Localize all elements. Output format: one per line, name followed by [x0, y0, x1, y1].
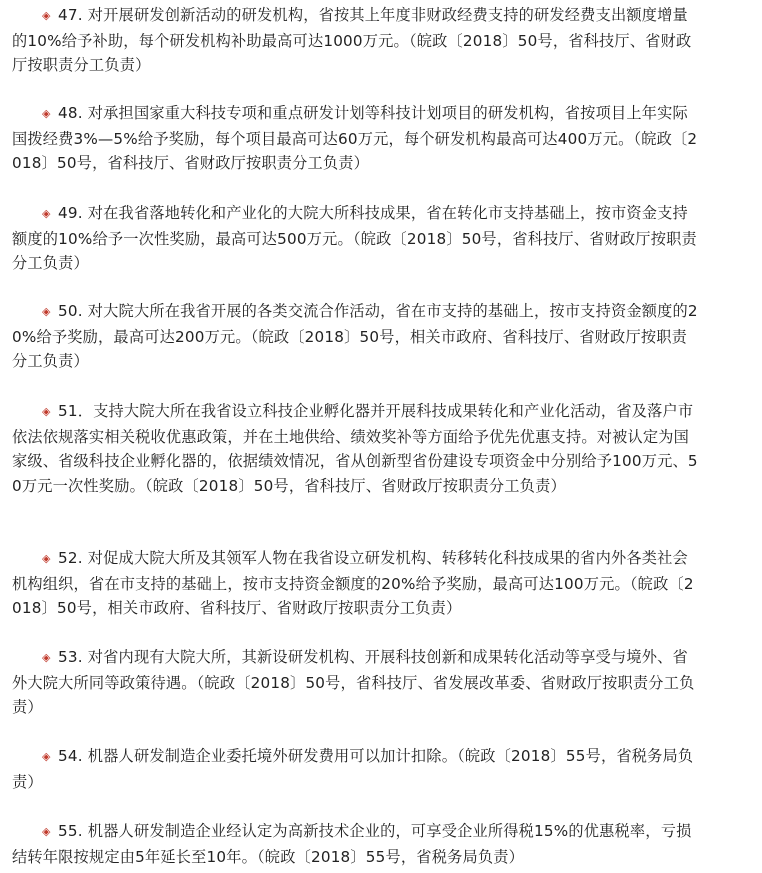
policy-item-55 — [12, 819, 702, 869]
policy-item-51 — [12, 399, 702, 498]
diamond-bullet-icon: ◈ — [42, 552, 51, 565]
policy-item-text: 51．支持大院大所在我省设立科技企业孵化器并开展科技成果转化和产业化活动，省及落户市依法依规落实相关税收优惠政策，并在土地供给、绩效奖补等方面给予优先优惠支持。对被认定为国家级、省级科技企业孵化器的，依据绩效情况，省从创新型省份建设专项资金中分别给予100万元、50万元一次性奖励。（皖政〔2018〕50号，省科技厅、省财政厅按职责分工负责） — [12, 402, 698, 495]
policy-item-47 — [12, 3, 702, 78]
policy-item-text: 53. 对省内现有大院大所，其新设研发机构、开展科技创新和成果转化活动等享受与境外、省外大院大所同等政策待遇。（皖政〔2018〕50号，省科技厅、省发展改革委、省财政厅按职责分工负责） — [12, 648, 695, 716]
diamond-bullet-icon: ◈ — [42, 107, 51, 120]
policy-item-text: 49. 对在我省落地转化和产业化的大院大所科技成果，省在转化市支持基础上，按市资金支持额度的10%给予一次性奖励，最高可达500万元。（皖政〔2018〕50号，省科技厅、省财政厅按职责分工负责） — [12, 204, 697, 272]
policy-item-text: 48. 对承担国家重大科技专项和重点研发计划等科技计划项目的研发机构，省按项目上年实际国拨经费3%—5%给予奖励，每个项目最高可达60万元，每个研发机构最高可达400万元。（皖政〔2018〕50号，省科技厅、省财政厅按职责分工负责） — [12, 104, 698, 172]
policy-item-text: 55. 机器人研发制造企业经认定为高新技术企业的，可享受企业所得税15%的优惠税率，亏损结转年限按规定由5年延长至10年。（皖政〔2018〕55号，省税务局负责） — [12, 822, 692, 866]
diamond-bullet-icon: ◈ — [42, 207, 51, 220]
diamond-bullet-icon: ◈ — [42, 750, 51, 763]
policy-item-text: 47. 对开展研发创新活动的研发机构，省按其上年度非财政经费支持的研发经费支出额度增量的10%给予补助，每个研发机构补助最高可达1000万元。（皖政〔2018〕50号，省科技厅、省财政厅按职责分工负责） — [12, 6, 692, 74]
policy-item-text: 52. 对促成大院大所及其领军人物在我省设立研发机构、转移转化科技成果的省内外各类社会机构组织，省在市支持的基础上，按市支持资金额度的20%给予奖励，最高可达100万元。（皖政〔2018〕50号，相关市政府、省科技厅、省财政厅按职责分工负责） — [12, 549, 694, 617]
diamond-bullet-icon: ◈ — [42, 405, 51, 418]
policy-item-53 — [12, 645, 702, 720]
policy-item-text: 54. 机器人研发制造企业委托境外研发费用可以加计扣除。（皖政〔2018〕55号，省税务局负责） — [12, 747, 694, 791]
diamond-bullet-icon: ◈ — [42, 305, 51, 318]
diamond-bullet-icon: ◈ — [42, 651, 51, 664]
policy-item-54 — [12, 744, 702, 794]
policy-item-52 — [12, 546, 702, 621]
policy-item-text: 50. 对大院大所在我省开展的各类交流合作活动，省在市支持的基础上，按市支持资金额度的20%给予奖励，最高可达200万元。（皖政〔2018〕50号，相关市政府、省科技厅、省财政厅按职责分工负责） — [12, 302, 698, 370]
policy-item-50 — [12, 299, 702, 374]
diamond-bullet-icon: ◈ — [42, 9, 51, 22]
diamond-bullet-icon: ◈ — [42, 825, 51, 838]
policy-item-48 — [12, 101, 702, 176]
policy-item-49 — [12, 201, 702, 276]
